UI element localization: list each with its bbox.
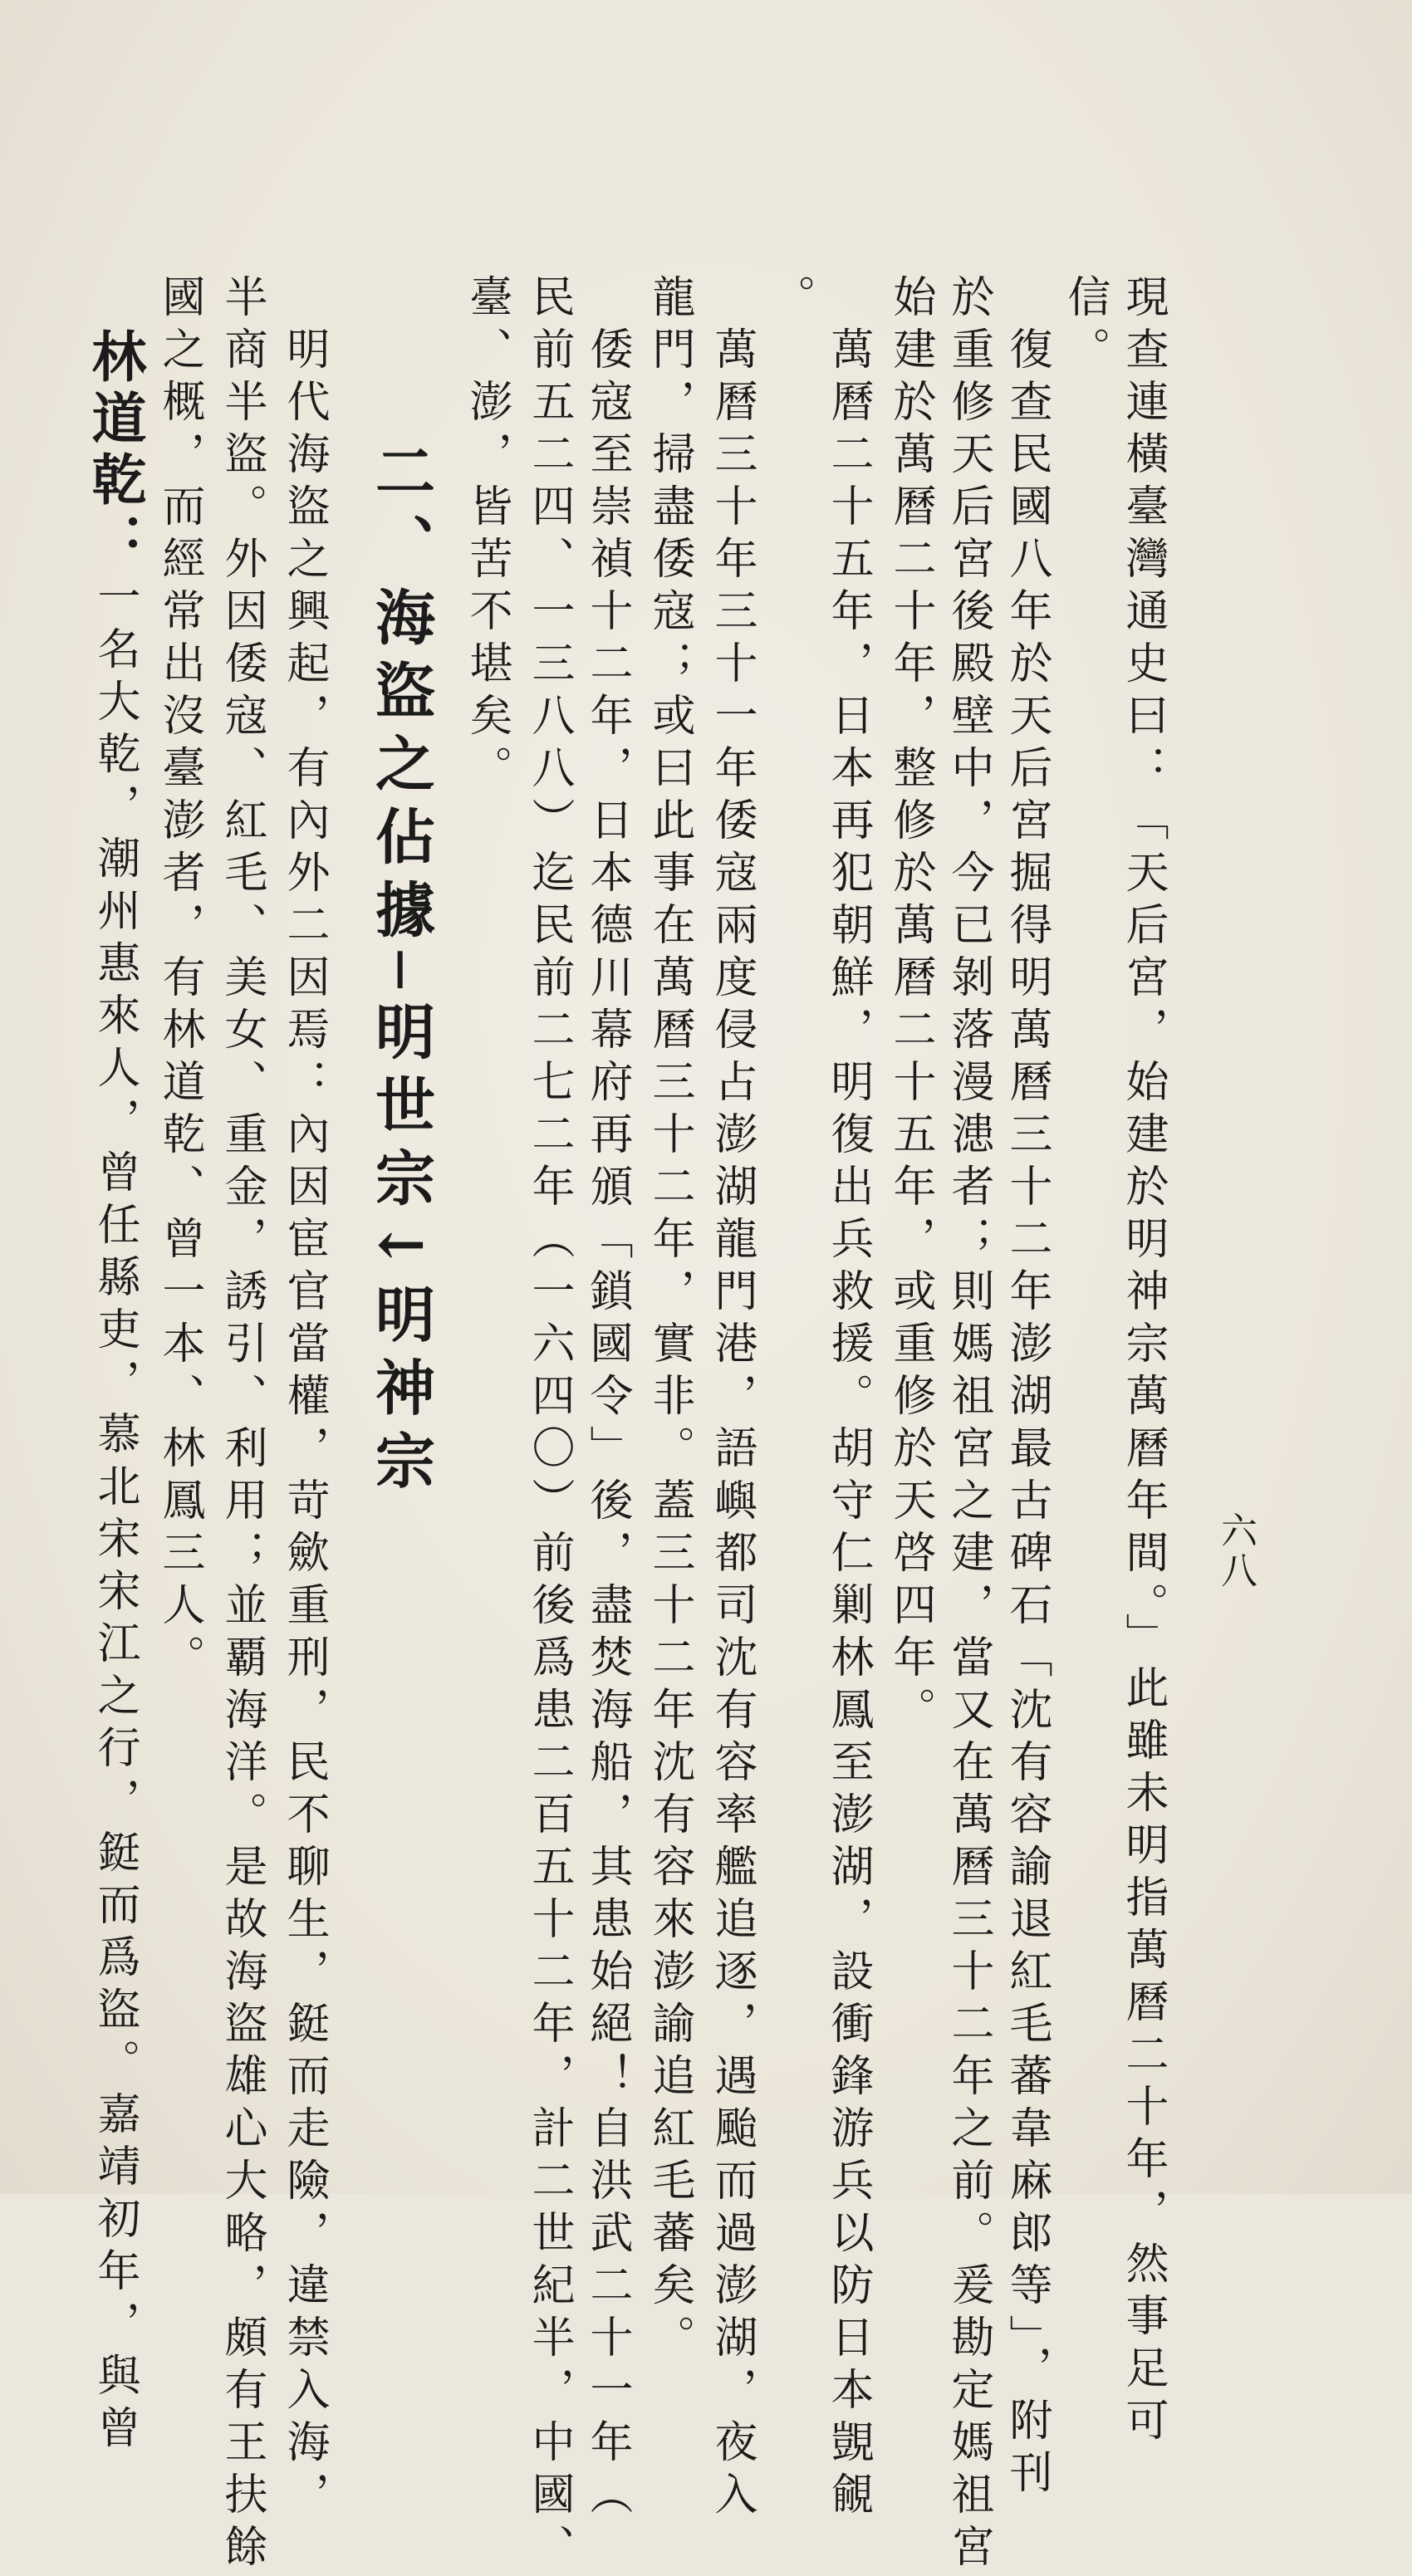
text-column-14: 半商半盜。外因倭寇、紅毛、美女、重金，誘引、利用；並覇海洋。是故海盜雄心大略，頗有王扶餘 — [217, 274, 267, 2576]
section-heading: 二、海盜之佔據─明世宗↓明神宗 — [365, 440, 436, 1503]
text-column-9: 龍門，掃盡倭寇；或曰此事在萬曆三十二年，實非。蓋三十二年沈有容來澎諭追紅毛蕃矣。 — [645, 274, 694, 2367]
person-name: 林道乾： — [82, 328, 147, 574]
text-column-15: 國之概，而經常出沒臺澎者，有林道乾、曾一本、林鳳三人。 — [154, 274, 204, 1687]
text-column-3: 復查民國八年於天后宮掘得明萬曆三十二年澎湖最古碑石「沈有容諭退紅毛蕃韋麻郎等」，附刊 — [1002, 274, 1052, 2502]
text-column-2: 信。 — [1060, 274, 1110, 379]
text-column-6: 萬曆二十五年，日本再犯朝鮮，明復出兵救援。胡守仁剿林鳳至澎湖，設衝鋒游兵以防日本覬覦 — [823, 274, 873, 2524]
text-column-13: 明代海盜之興起，有內外二因焉：內因宦官當權，苛歛重刑，民不聊生，鋌而走險，違禁入海， — [279, 274, 329, 2524]
page-number: 六八 — [1214, 1511, 1257, 1591]
text-column-8: 萬曆三十年三十一年倭寇兩度侵占澎湖龍門港，語嶼都司沈有容率艦追逐，遇颱而過澎湖，夜入 — [707, 274, 757, 2524]
text-column-1: 現查連橫臺灣通史曰：「天后宮，始建於明神宗萬曆年間。」此雖未明指萬曆二十年，然事足可 — [1118, 274, 1168, 2450]
text-column-12: 臺、澎，皆苦不堪矣。 — [462, 274, 512, 797]
text-column-16 — [82, 328, 147, 2457]
text-column-7: 。 — [765, 274, 815, 326]
text-column-11: 民前五二四、一三八八）迄民前二七二年（一六四〇）前後爲患二百五十二年，計二世紀半，中國、 — [524, 274, 574, 2576]
person-description: 一名大乾，潮州惠來人，曾任縣吏，慕北宋宋江之行，鋌而爲盜。嘉靖初年，與曾 — [90, 574, 140, 2457]
text-column-4: 於重修天后宮後殿壁中，今已剝落漫漶者；則媽祖宮之建，當又在萬曆三十二年之前。爰勘定媽祖宮 — [944, 274, 993, 2576]
text-column-5: 始建於萬曆二十年，整修於萬曆二十五年，或重修於天啓四年。 — [885, 274, 935, 1739]
text-column-10: 倭寇至崇禎十二年，日本德川幕府再頒「鎖國令」後，盡焚海船，其患始絕！自洪武二十一年（ — [582, 274, 632, 2524]
